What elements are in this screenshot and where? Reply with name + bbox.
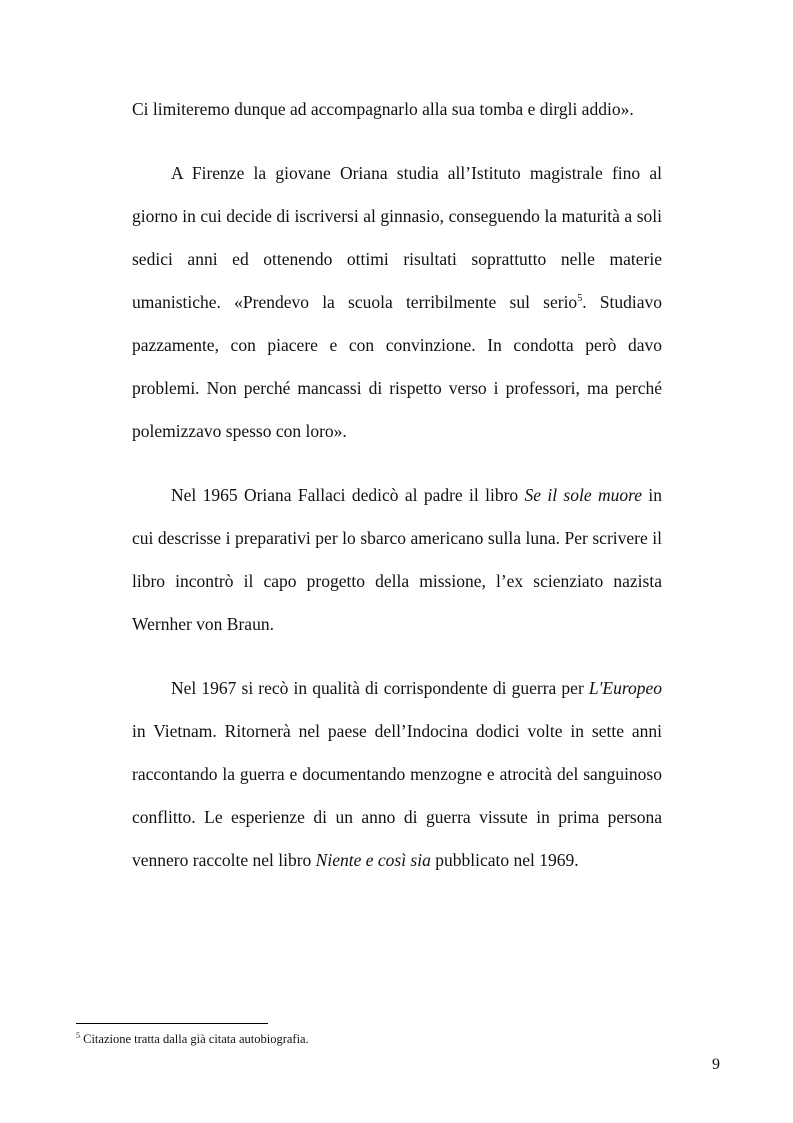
page-number: 9 <box>712 1056 720 1073</box>
paragraph-3 <box>132 474 662 646</box>
body-text <box>132 88 662 903</box>
paragraph-4 <box>132 667 662 882</box>
footnote-text: Citazione tratta dalla già citata autobiografia. <box>80 1032 309 1046</box>
footnote <box>76 1031 676 1047</box>
paragraph-1-text: Ci limiteremo dunque ad accompagnarlo alla sua tomba e dirgli addio». <box>132 99 634 119</box>
footnote-reference: 5 <box>577 293 583 304</box>
paragraph-4-text-end: pubblicato nel 1969. <box>430 850 579 870</box>
paragraph-4-text-start: Nel 1967 si recò in qualità di corrispondente di guerra per <box>171 678 589 698</box>
paragraph-2-text-start: A Firenze la giovane Oriana studia all’Istituto magistrale fino al giorno in cui decide di iscriversi al ginnasio, conseguendo la maturità a soli sedici anni ed ottenendo ottimi risultati soprattutto nelle materie umanistiche. «Prendevo la scuola terribilmente sul serio <box>132 163 662 312</box>
book-title-se-il-sole-muore: Se il sole muore <box>524 485 643 505</box>
footnote-marker: 5 <box>76 1031 80 1040</box>
paragraph-2-text-end: . Studiavo pazzamente, con piacere e con convinzione. In condotta però davo problemi. Non perché mancassi di rispetto verso i professori, ma perché polemizzavo spesso con loro». <box>132 292 662 441</box>
publication-title-leuropeo: L'Europeo <box>588 678 662 698</box>
footnote-divider <box>76 1023 268 1024</box>
book-title-niente-e-cosi-sia: Niente e così sia <box>315 850 431 870</box>
paragraph-4-text-middle: in Vietnam. Ritornerà nel paese dell’Indocina dodici volte in sette anni raccontando la guerra e documentando menzogne e atrocità del sanguinoso conflitto. Le esperienze di un anno di guerra vissute in prima persona vennero raccolte nel libro <box>132 721 662 870</box>
paragraph-3-text-start: Nel 1965 Oriana Fallaci dedicò al padre il libro <box>171 485 525 505</box>
paragraph-3-text-end: in cui descrisse i preparativi per lo sbarco americano sulla luna. Per scrivere il libro incontrò il capo progetto della missione, l’ex scienziato nazista Wernher von Braun. <box>132 485 662 634</box>
paragraph-2 <box>132 152 662 453</box>
paragraph-1 <box>132 88 662 131</box>
